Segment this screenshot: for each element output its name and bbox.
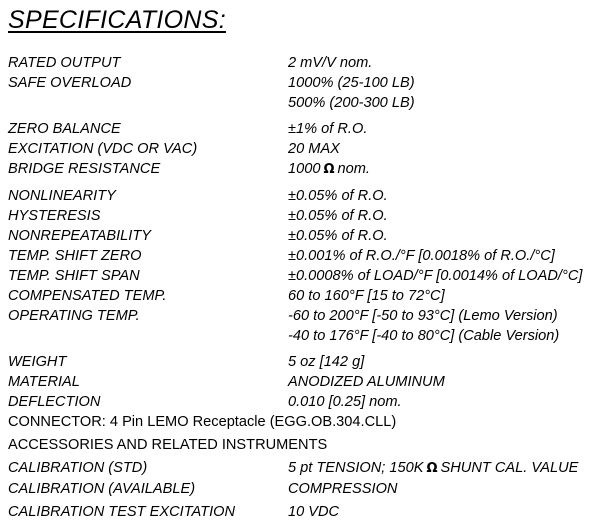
page-title: SPECIFICATIONS:: [8, 6, 226, 34]
spec-row-excitation: [8, 139, 598, 159]
spec-label: SAFE OVERLOAD: [8, 75, 132, 91]
spec-row-zero-balance: [8, 119, 598, 139]
spec-value: 5 oz [142 g]: [288, 354, 365, 370]
spec-value: 500% (200-300 LB): [288, 95, 415, 111]
spec-label: WEIGHT: [8, 354, 67, 370]
spec-label: HYSTERESIS: [8, 208, 101, 224]
spec-label: ZERO BALANCE: [8, 121, 121, 137]
spec-value: -40 to 176°F [-40 to 80°C] (Cable Version): [288, 328, 560, 344]
spec-value: 60 to 160°F [15 to 72°C]: [288, 288, 445, 304]
spec-value: 2 mV/V nom.: [288, 55, 373, 71]
spec-value: ±0.05% of R.O.: [288, 228, 388, 244]
spec-row-deflection: [8, 392, 598, 412]
spec-value: ±0.001% of R.O./°F [0.0018% of R.O./°C]: [288, 248, 555, 264]
spec-label: NONLINEARITY: [8, 188, 116, 204]
spec-value: 1000 Ω nom.: [288, 161, 370, 177]
accessory-row-calibration-std: [8, 458, 598, 479]
spec-row-rated-output: [8, 53, 598, 73]
accessory-value: COMPRESSION: [288, 481, 398, 497]
spec-row-compensated-temp: [8, 286, 598, 306]
spec-label: DEFLECTION: [8, 394, 101, 410]
spec-row-nonlinearity: [8, 186, 598, 206]
accessory-label: CALIBRATION (AVAILABLE): [8, 481, 196, 497]
accessory-label: CALIBRATION (STD): [8, 460, 148, 476]
spec-value: 1000% (25-100 LB): [288, 75, 415, 91]
spec-row-nonrepeatability: [8, 226, 598, 246]
spec-label: MATERIAL: [8, 374, 80, 390]
spec-label: COMPENSATED TEMP.: [8, 288, 167, 304]
spec-value: ±0.0008% of LOAD/°F [0.0014% of LOAD/°C]: [288, 268, 583, 284]
specifications-list: [8, 53, 598, 522]
spec-row-bridge-resistance: [8, 159, 598, 180]
spec-row-weight: [8, 352, 598, 372]
accessories-heading: ACCESSORIES AND RELATED INSTRUMENTS: [8, 437, 328, 453]
spec-row-operating-temp: [8, 306, 598, 346]
spec-row-material: [8, 372, 598, 392]
spec-value: ANODIZED ALUMINUM: [288, 374, 445, 390]
spec-label: BRIDGE RESISTANCE: [8, 161, 161, 177]
accessory-label: CALIBRATION TEST EXCITATION: [8, 504, 236, 520]
spec-label: OPERATING TEMP.: [8, 308, 140, 324]
spec-label: RATED OUTPUT: [8, 55, 121, 71]
spec-row-safe-overload: [8, 73, 598, 113]
ohm-symbol: Ω: [323, 162, 335, 177]
ohm-symbol: Ω: [426, 461, 438, 476]
spec-value: ±1% of R.O.: [288, 121, 368, 137]
spec-value: 20 MAX: [288, 141, 340, 157]
spec-value: -60 to 200°F [-50 to 93°C] (Lemo Version): [288, 308, 558, 324]
spec-value: ±0.05% of R.O.: [288, 188, 388, 204]
accessory-value: 5 pt TENSION; 150K Ω SHUNT CAL. VALUE: [288, 460, 579, 476]
spec-label: TEMP. SHIFT SPAN: [8, 268, 140, 284]
spec-label: EXCITATION (VDC OR VAC): [8, 141, 198, 157]
spec-value: ±0.05% of R.O.: [288, 208, 388, 224]
spec-label: TEMP. SHIFT ZERO: [8, 248, 142, 264]
spec-row-hysteresis: [8, 206, 598, 226]
spec-row-temp-shift-zero: [8, 246, 598, 266]
spec-label: NONREPEATABILITY: [8, 228, 151, 244]
accessory-row-calibration-available: [8, 479, 598, 499]
connector-line: CONNECTOR: 4 Pin LEMO Receptacle (EGG.OB.304.CLL): [8, 414, 397, 430]
spec-value: 0.010 [0.25] nom.: [288, 394, 402, 410]
spec-row-temp-shift-span: [8, 266, 598, 286]
accessory-value: 10 VDC: [288, 504, 340, 520]
accessory-row-calibration-test-excitation: [8, 502, 598, 522]
